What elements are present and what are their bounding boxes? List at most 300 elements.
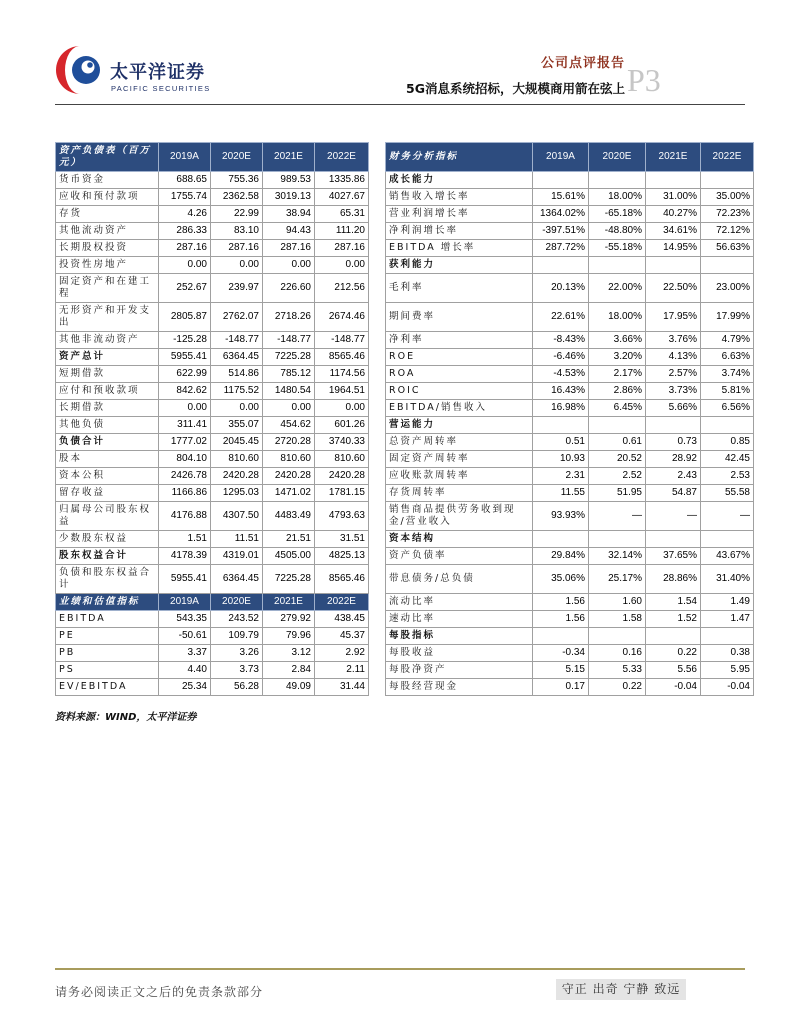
balance-sheet-value: 65.31 [315, 206, 369, 223]
balance-sheet-value: 226.60 [263, 274, 315, 303]
table-gap [369, 645, 386, 662]
table-row [56, 303, 754, 332]
balance-sheet-value: 4307.50 [211, 502, 263, 531]
analysis-value: 3.20% [589, 349, 646, 366]
balance-sheet-value: 1166.86 [159, 485, 211, 502]
valuation-value: 438.45 [315, 611, 369, 628]
table-row [56, 349, 754, 366]
valuation-row-label: EBITDA [56, 611, 159, 628]
balance-sheet-row-label: 短期借款 [56, 366, 159, 383]
analysis-value: 1.52 [646, 611, 701, 628]
analysis-value: -55.18% [589, 240, 646, 257]
footer-divider [55, 968, 745, 970]
analysis-value: -0.34 [533, 645, 589, 662]
analysis-value: 0.22 [589, 679, 646, 696]
balance-sheet-value: 0.00 [315, 257, 369, 274]
analysis-value-empty [533, 257, 589, 274]
table-gap [369, 451, 386, 468]
balance-sheet-value: 11.51 [211, 531, 263, 548]
balance-sheet-value: 4505.00 [263, 548, 315, 565]
balance-sheet-value: 8565.46 [315, 565, 369, 594]
balance-sheet-value: 810.60 [211, 451, 263, 468]
analysis-value: — [646, 502, 701, 531]
balance-sheet-value: 0.00 [159, 400, 211, 417]
table-row [56, 172, 754, 189]
analysis-year: 2020E [589, 143, 646, 172]
balance-sheet-value: 842.62 [159, 383, 211, 400]
footer-motto: 守正 出奇 宁静 致远 [556, 979, 686, 1000]
balance-sheet-value: 1964.51 [315, 383, 369, 400]
analysis-value: 2.57% [646, 366, 701, 383]
analysis-value-empty [701, 531, 754, 548]
analysis-value-empty [589, 257, 646, 274]
analysis-value-empty [646, 628, 701, 645]
analysis-value: 22.61% [533, 303, 589, 332]
balance-sheet-value: 5955.41 [159, 349, 211, 366]
balance-sheet-value: 31.51 [315, 531, 369, 548]
table-gap [369, 143, 386, 172]
analysis-value: -0.04 [701, 679, 754, 696]
analysis-value: 0.17 [533, 679, 589, 696]
table-gap [369, 594, 386, 611]
table-gap [369, 172, 386, 189]
balance-sheet-year: 2020E [211, 143, 263, 172]
table-gap [369, 303, 386, 332]
analysis-value: 11.55 [533, 485, 589, 502]
analysis-value: 1.60 [589, 594, 646, 611]
analysis-value: 3.74% [701, 366, 754, 383]
analysis-row-label: 应收账款周转率 [386, 468, 533, 485]
analysis-value: -8.43% [533, 332, 589, 349]
analysis-value: 14.95% [646, 240, 701, 257]
balance-sheet-value: 1335.86 [315, 172, 369, 189]
balance-sheet-value: 804.10 [159, 451, 211, 468]
company-logo [54, 44, 106, 96]
analysis-value: 40.27% [646, 206, 701, 223]
analysis-value: 1.58 [589, 611, 646, 628]
balance-sheet-value: 7225.28 [263, 565, 315, 594]
analysis-value-empty [589, 531, 646, 548]
balance-sheet-row-label: 长期借款 [56, 400, 159, 417]
analysis-value: 1.56 [533, 594, 589, 611]
analysis-value: 0.61 [589, 434, 646, 451]
table-row [56, 434, 754, 451]
analysis-value: 0.73 [646, 434, 701, 451]
analysis-value: 51.95 [589, 485, 646, 502]
table-row [56, 206, 754, 223]
analysis-value: 20.13% [533, 274, 589, 303]
valuation-row-label: PB [56, 645, 159, 662]
balance-sheet-value: 4319.01 [211, 548, 263, 565]
analysis-value: 22.00% [589, 274, 646, 303]
balance-sheet-value: 601.26 [315, 417, 369, 434]
analysis-value: 1.54 [646, 594, 701, 611]
analysis-value: 0.22 [646, 645, 701, 662]
balance-sheet-value: 0.00 [211, 400, 263, 417]
balance-sheet-value: 287.16 [211, 240, 263, 257]
table-row [56, 417, 754, 434]
balance-sheet-value: 810.60 [263, 451, 315, 468]
analysis-row-label: 每股收益 [386, 645, 533, 662]
balance-sheet-row-label: 其他非流动资产 [56, 332, 159, 349]
valuation-value: 543.35 [159, 611, 211, 628]
table-row [56, 400, 754, 417]
valuation-value: 2.92 [315, 645, 369, 662]
analysis-value: 287.72% [533, 240, 589, 257]
analysis-value-empty [589, 628, 646, 645]
analysis-value: 55.58 [701, 485, 754, 502]
balance-sheet-year: 2019A [159, 143, 211, 172]
valuation-value: -50.61 [159, 628, 211, 645]
balance-sheet-value: 4793.63 [315, 502, 369, 531]
analysis-section-heading: 资本结构 [386, 531, 533, 548]
analysis-value: 2.53 [701, 468, 754, 485]
analysis-row-label: 每股净资产 [386, 662, 533, 679]
balance-sheet-value: 2420.28 [263, 468, 315, 485]
balance-sheet-value: 22.99 [211, 206, 263, 223]
balance-sheet-row-label: 投资性房地产 [56, 257, 159, 274]
analysis-value: 16.98% [533, 400, 589, 417]
analysis-value: 56.63% [701, 240, 754, 257]
analysis-value: 3.73% [646, 383, 701, 400]
analysis-value: 18.00% [589, 303, 646, 332]
analysis-value: 28.86% [646, 565, 701, 594]
table-row [56, 468, 754, 485]
analysis-value: 31.40% [701, 565, 754, 594]
valuation-value: 56.28 [211, 679, 263, 696]
analysis-row-label: 净利润增长率 [386, 223, 533, 240]
balance-sheet-value: 1.51 [159, 531, 211, 548]
table-gap [369, 383, 386, 400]
analysis-value: 72.23% [701, 206, 754, 223]
analysis-value-empty [533, 172, 589, 189]
table-gap [369, 468, 386, 485]
analysis-value: 5.81% [701, 383, 754, 400]
balance-sheet-value: 1777.02 [159, 434, 211, 451]
table-gap [369, 366, 386, 383]
analysis-value: 29.84% [533, 548, 589, 565]
balance-sheet-value: 4825.13 [315, 548, 369, 565]
balance-sheet-row-label: 固定资产和在建工程 [56, 274, 159, 303]
analysis-value: 32.14% [589, 548, 646, 565]
analysis-value-empty [701, 172, 754, 189]
valuation-value: 279.92 [263, 611, 315, 628]
analysis-row-label: 资产负债率 [386, 548, 533, 565]
balance-sheet-year: 2022E [315, 143, 369, 172]
balance-sheet-value: 287.16 [315, 240, 369, 257]
analysis-value: — [589, 502, 646, 531]
balance-sheet-value: 4027.67 [315, 189, 369, 206]
balance-sheet-title: 资产负债表（百万元） [56, 143, 159, 172]
table-row [56, 645, 754, 662]
analysis-value-empty [589, 417, 646, 434]
table-gap [369, 628, 386, 645]
analysis-value-empty [646, 172, 701, 189]
analysis-title: 财务分析指标 [386, 143, 533, 172]
valuation-year: 2020E [211, 594, 263, 611]
valuation-year: 2021E [263, 594, 315, 611]
balance-sheet-row-label: 应付和预收款项 [56, 383, 159, 400]
analysis-value: 2.86% [589, 383, 646, 400]
analysis-value: 0.51 [533, 434, 589, 451]
balance-sheet-value: 0.00 [263, 257, 315, 274]
table-gap [369, 400, 386, 417]
balance-sheet-value: 252.67 [159, 274, 211, 303]
table-gap [369, 531, 386, 548]
balance-sheet-value: 2362.58 [211, 189, 263, 206]
balance-sheet-value: 7225.28 [263, 349, 315, 366]
valuation-title: 业绩和估值指标 [56, 594, 159, 611]
valuation-value: 79.96 [263, 628, 315, 645]
analysis-value: 43.67% [701, 548, 754, 565]
balance-sheet-value: 239.97 [211, 274, 263, 303]
balance-sheet-value: 1781.15 [315, 485, 369, 502]
table-row [56, 679, 754, 696]
balance-sheet-value: 212.56 [315, 274, 369, 303]
analysis-value-empty [533, 417, 589, 434]
analysis-value-empty [646, 257, 701, 274]
balance-sheet-row-label: 应收和预付款项 [56, 189, 159, 206]
analysis-value-empty [533, 628, 589, 645]
analysis-value: -397.51% [533, 223, 589, 240]
analysis-value: 34.61% [646, 223, 701, 240]
balance-sheet-row-label: 负债合计 [56, 434, 159, 451]
analysis-value: 23.00% [701, 274, 754, 303]
analysis-value: 2.52 [589, 468, 646, 485]
analysis-row-label: 总资产周转率 [386, 434, 533, 451]
balance-sheet-value: 688.65 [159, 172, 211, 189]
valuation-value: 25.34 [159, 679, 211, 696]
financial-tables [55, 142, 754, 696]
balance-sheet-value: 785.12 [263, 366, 315, 383]
balance-sheet-row-label: 负债和股东权益合计 [56, 565, 159, 594]
analysis-row-label: 销售商品提供劳务收到现金/营业收入 [386, 502, 533, 531]
report-title: 5G消息系统招标，大规模商用箭在弦上 [406, 81, 625, 96]
analysis-year: 2021E [646, 143, 701, 172]
balance-sheet-value: 4.26 [159, 206, 211, 223]
balance-sheet-value: 755.36 [211, 172, 263, 189]
valuation-value: 3.73 [211, 662, 263, 679]
balance-sheet-value: 622.99 [159, 366, 211, 383]
balance-sheet-row-label: 无形资产和开发支出 [56, 303, 159, 332]
footer-disclaimer: 请务必阅读正文之后的免责条款部分 [55, 985, 264, 999]
balance-sheet-value: 0.00 [315, 400, 369, 417]
balance-sheet-value: 83.10 [211, 223, 263, 240]
table-gap [369, 485, 386, 502]
balance-sheet-value: 286.33 [159, 223, 211, 240]
balance-sheet-value: 2718.26 [263, 303, 315, 332]
table-row [56, 662, 754, 679]
balance-sheet-value: 38.94 [263, 206, 315, 223]
valuation-value: 2.84 [263, 662, 315, 679]
analysis-value: 54.87 [646, 485, 701, 502]
table-gap [369, 611, 386, 628]
analysis-value: 0.85 [701, 434, 754, 451]
table-gap [369, 662, 386, 679]
analysis-row-label: 净利率 [386, 332, 533, 349]
analysis-value: 35.00% [701, 189, 754, 206]
valuation-row-label: PS [56, 662, 159, 679]
financial-table-body [56, 143, 754, 696]
analysis-value: 0.16 [589, 645, 646, 662]
table-row [56, 611, 754, 628]
analysis-value-empty [701, 628, 754, 645]
balance-sheet-value: 1175.52 [211, 383, 263, 400]
table-row [56, 223, 754, 240]
balance-sheet-value: 2045.45 [211, 434, 263, 451]
balance-sheet-value: 355.07 [211, 417, 263, 434]
valuation-value: 3.12 [263, 645, 315, 662]
analysis-section-heading: 每股指标 [386, 628, 533, 645]
analysis-value-empty [589, 172, 646, 189]
report-type-label: 公司点评报告 [540, 56, 625, 71]
table-gap [369, 206, 386, 223]
table-row [56, 628, 754, 645]
balance-sheet-row-label: 股本 [56, 451, 159, 468]
balance-sheet-value: -148.77 [211, 332, 263, 349]
balance-sheet-value: 514.86 [211, 366, 263, 383]
balance-sheet-value: 1295.03 [211, 485, 263, 502]
table-row [56, 274, 754, 303]
balance-sheet-value: 2674.46 [315, 303, 369, 332]
balance-sheet-value: 1755.74 [159, 189, 211, 206]
analysis-value: -48.80% [589, 223, 646, 240]
analysis-value: 3.66% [589, 332, 646, 349]
balance-sheet-value: 454.62 [263, 417, 315, 434]
analysis-value: 5.15 [533, 662, 589, 679]
table-gap [369, 502, 386, 531]
analysis-value: 5.33 [589, 662, 646, 679]
source-note: 资料来源：WIND，太平洋证券 [55, 712, 197, 723]
analysis-value: 16.43% [533, 383, 589, 400]
analysis-value: 1364.02% [533, 206, 589, 223]
analysis-row-label: 每股经营现金 [386, 679, 533, 696]
balance-sheet-value: -148.77 [315, 332, 369, 349]
balance-sheet-value: 2762.07 [211, 303, 263, 332]
analysis-row-label: 毛利率 [386, 274, 533, 303]
balance-sheet-value: -125.28 [159, 332, 211, 349]
valuation-value: 45.37 [315, 628, 369, 645]
table-gap [369, 189, 386, 206]
table-row [56, 451, 754, 468]
balance-sheet-value: 810.60 [315, 451, 369, 468]
analysis-section-heading: 营运能力 [386, 417, 533, 434]
balance-sheet-row-label: 货币资金 [56, 172, 159, 189]
analysis-section-heading: 获利能力 [386, 257, 533, 274]
balance-sheet-value: 1174.56 [315, 366, 369, 383]
header-divider [55, 104, 745, 105]
analysis-value: 6.45% [589, 400, 646, 417]
balance-sheet-value: 2426.78 [159, 468, 211, 485]
balance-sheet-value: 21.51 [263, 531, 315, 548]
table-gap [369, 349, 386, 366]
analysis-year: 2019A [533, 143, 589, 172]
balance-sheet-value: 0.00 [159, 257, 211, 274]
balance-sheet-row-label: 少数股东权益 [56, 531, 159, 548]
analysis-value: 5.66% [646, 400, 701, 417]
analysis-value: 15.61% [533, 189, 589, 206]
analysis-row-label: 存货周转率 [386, 485, 533, 502]
analysis-row-label: 营业利润增长率 [386, 206, 533, 223]
balance-sheet-row-label: 长期股权投资 [56, 240, 159, 257]
analysis-value: 6.63% [701, 349, 754, 366]
balance-sheet-value: 0.00 [211, 257, 263, 274]
valuation-value: 109.79 [211, 628, 263, 645]
analysis-value: 72.12% [701, 223, 754, 240]
balance-sheet-value: 4176.88 [159, 502, 211, 531]
analysis-value: 4.79% [701, 332, 754, 349]
analysis-value-empty [701, 257, 754, 274]
valuation-value: 4.40 [159, 662, 211, 679]
balance-sheet-value: 989.53 [263, 172, 315, 189]
table-header-row [56, 143, 754, 172]
valuation-row-label: EV/EBITDA [56, 679, 159, 696]
balance-sheet-value: 4483.49 [263, 502, 315, 531]
analysis-value: 1.56 [533, 611, 589, 628]
balance-sheet-value: 2805.87 [159, 303, 211, 332]
balance-sheet-value: 2420.28 [315, 468, 369, 485]
analysis-value: — [701, 502, 754, 531]
analysis-row-label: ROE [386, 349, 533, 366]
analysis-value: 28.92 [646, 451, 701, 468]
table-gap [369, 274, 386, 303]
analysis-value: 37.65% [646, 548, 701, 565]
table-gap [369, 679, 386, 696]
analysis-value: -0.04 [646, 679, 701, 696]
analysis-value-empty [701, 417, 754, 434]
analysis-row-label: EBITDA/销售收入 [386, 400, 533, 417]
logo-text-cn: 太平洋证券 [110, 62, 205, 83]
table-row [56, 502, 754, 531]
page-number: P3 [627, 62, 661, 98]
table-row [56, 383, 754, 400]
analysis-value: 6.56% [701, 400, 754, 417]
analysis-value: 2.43 [646, 468, 701, 485]
analysis-value-empty [646, 417, 701, 434]
analysis-row-label: ROIC [386, 383, 533, 400]
analysis-row-label: 流动比率 [386, 594, 533, 611]
balance-sheet-value: 5955.41 [159, 565, 211, 594]
balance-sheet-value: 6364.45 [211, 565, 263, 594]
balance-sheet-row-label: 资产总计 [56, 349, 159, 366]
table-gap [369, 223, 386, 240]
balance-sheet-row-label: 存货 [56, 206, 159, 223]
analysis-value-empty [646, 531, 701, 548]
analysis-value: 17.95% [646, 303, 701, 332]
analysis-value: 4.13% [646, 349, 701, 366]
balance-sheet-row-label: 留存收益 [56, 485, 159, 502]
balance-sheet-value: 8565.46 [315, 349, 369, 366]
balance-sheet-row-label: 其他负债 [56, 417, 159, 434]
valuation-value: 31.44 [315, 679, 369, 696]
analysis-value: 1.49 [701, 594, 754, 611]
analysis-value: -65.18% [589, 206, 646, 223]
table-row [56, 366, 754, 383]
valuation-value: 3.37 [159, 645, 211, 662]
balance-sheet-row-label: 归属母公司股东权益 [56, 502, 159, 531]
analysis-row-label: 速动比率 [386, 611, 533, 628]
analysis-row-label: EBITDA 增长率 [386, 240, 533, 257]
balance-sheet-value: -148.77 [263, 332, 315, 349]
logo-text-en: PACIFIC SECURITIES [111, 84, 211, 93]
balance-sheet-value: 94.43 [263, 223, 315, 240]
balance-sheet-value: 0.00 [263, 400, 315, 417]
table-row [56, 594, 754, 611]
balance-sheet-value: 2420.28 [211, 468, 263, 485]
balance-sheet-value: 1480.54 [263, 383, 315, 400]
analysis-value: 2.31 [533, 468, 589, 485]
analysis-value: 0.38 [701, 645, 754, 662]
